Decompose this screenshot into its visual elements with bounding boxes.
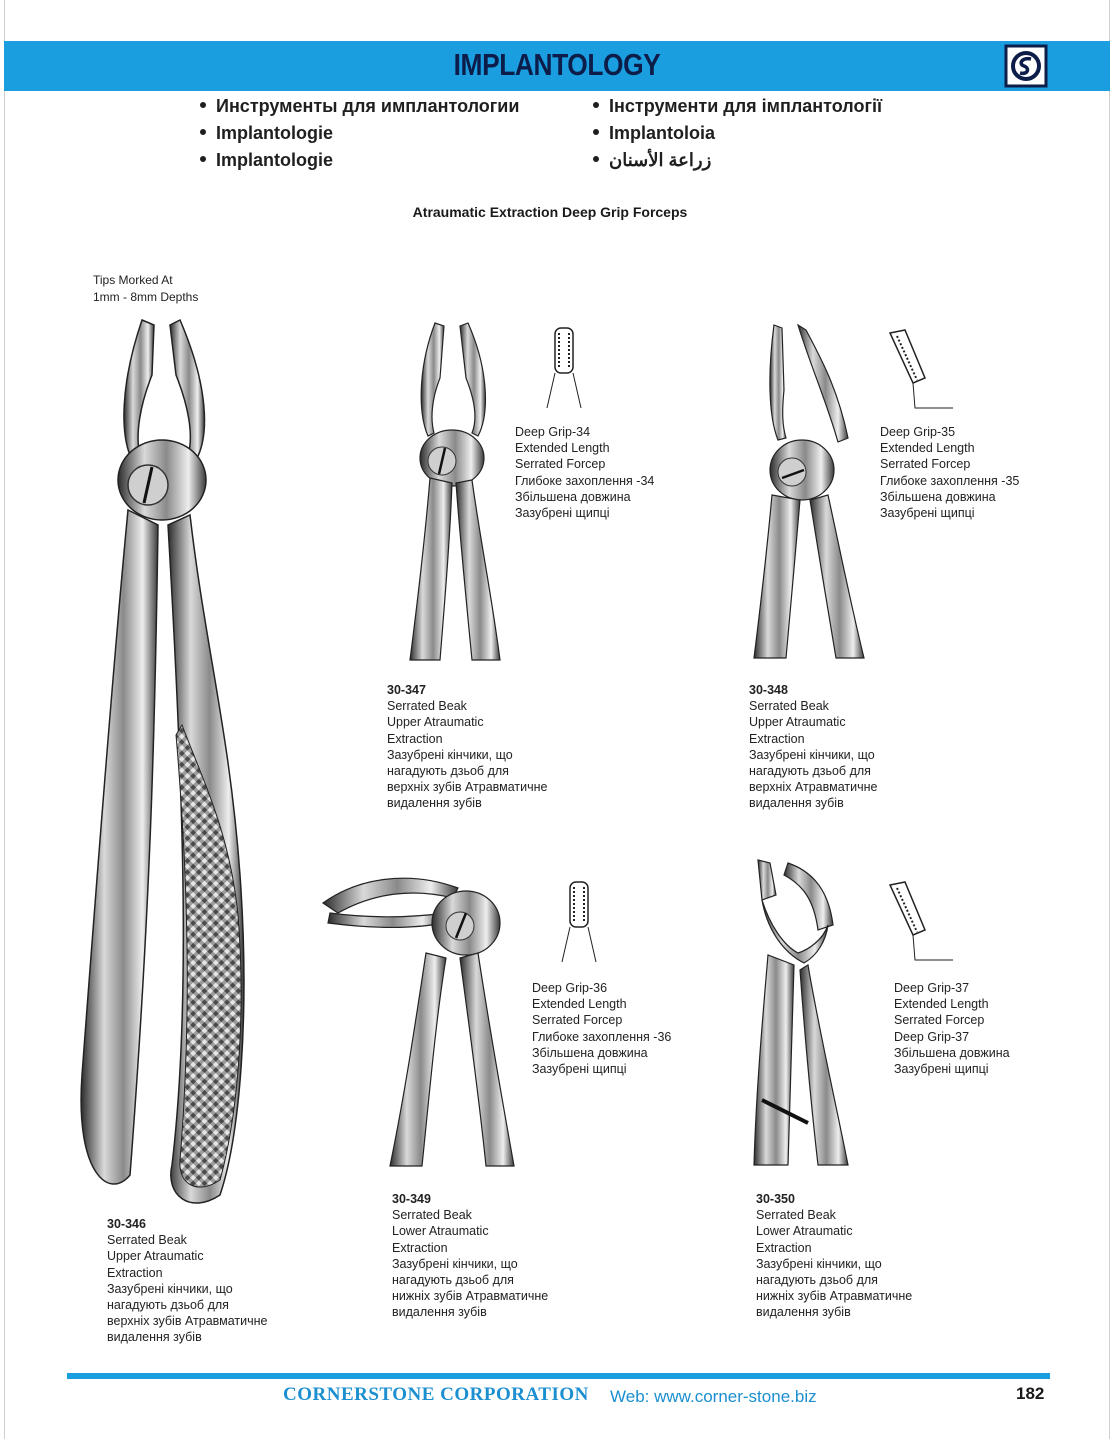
header-bar: [4, 41, 1110, 91]
tip-detail-35-image: [885, 328, 955, 413]
product-label-30-349: 30-349 Serrated Beak Lower Atraumatic Extraction Зазубрені кінчики, що нагадують дзьоб для нижніх зубів Атравматичне видалення зубів: [392, 1192, 549, 1320]
section-heading: Atraumatic Extraction Deep Grip Forceps: [412, 204, 688, 220]
tip-detail-34-image: [545, 323, 585, 413]
product-label-30-347: 30-347 Serrated Beak Upper Atraumatic Extraction Зазубрені кінчики, що нагадують дзьоб для верхніх зубів Атравматичне видалення зубів: [387, 683, 548, 811]
forceps-30-349-image: [318, 868, 518, 1168]
tip-label-35: Deep Grip-35 Extended Length Serrated Forcep Глибоке захоплення -35 Збільшена довжина Зазубрені щипці: [880, 425, 1020, 521]
page-number: 182: [1016, 1384, 1045, 1403]
language-item: Implantologie: [200, 120, 519, 147]
footer-brand: CORNERSTONE CORPORATION: [283, 1384, 589, 1405]
tip-label-36: Deep Grip-36 Extended Length Serrated Forcep Глибоке захоплення -36 Збільшена довжина Зазубрені щипці: [532, 981, 672, 1077]
footer-divider: [67, 1373, 1050, 1379]
product-label-30-348: 30-348 Serrated Beak Upper Atraumatic Extraction Зазубрені кінчики, що нагадують дзьоб для верхніх Атравматичне видалення зубів: [749, 683, 878, 811]
tip-label-37: Deep Grip-37 Extended Length Serrated Forcep Deep Grip-37 Збільшена довжина Зазубрені щипці: [894, 981, 1010, 1077]
language-item: Implantoloia: [593, 120, 882, 147]
language-item: زراعة الأسنان: [593, 147, 882, 174]
language-list-right: [593, 93, 882, 174]
product-label-30-350: 30-350 Serrated Beak Lower Atraumatic Extraction Зазубрені кінчики, що нагадують дзьоб для нижніх зубів Атравматичне видалення зубів: [756, 1192, 913, 1320]
language-item: Инструменты для имплантологии: [200, 93, 519, 120]
forceps-30-347-image: [400, 318, 510, 663]
language-item: Implantologie: [200, 147, 519, 174]
forceps-30-346-image: [80, 315, 260, 1215]
forceps-30-348-image: [752, 320, 872, 660]
tip-label-34: Deep Grip-34 Extended Length Serrated Forcep Глибоке захоплення -34 Збільшена довжина Зазубрені щипці: [515, 425, 655, 521]
brand-logo-icon: [1004, 44, 1048, 88]
page-title: IMPLANTOLOGY: [453, 47, 661, 82]
tip-detail-36-image: [560, 877, 600, 967]
tips-note: Tips Morked At 1mm - 8mm Depths: [93, 273, 199, 304]
tip-detail-37-image: [885, 880, 955, 965]
language-list-left: [200, 93, 519, 174]
language-item: Інструменти для імплантології: [593, 93, 882, 120]
forceps-30-350-image: [748, 855, 858, 1167]
product-label-30-346: 30-346 Serrated Beak Upper Atraumatic Extraction Зазубрені кінчики, що нагадують дзьоб для верхніх зубів Атравматичне видалення зубів: [107, 1217, 268, 1345]
footer-web-link[interactable]: Web: www.corner-stone.biz: [610, 1387, 817, 1406]
